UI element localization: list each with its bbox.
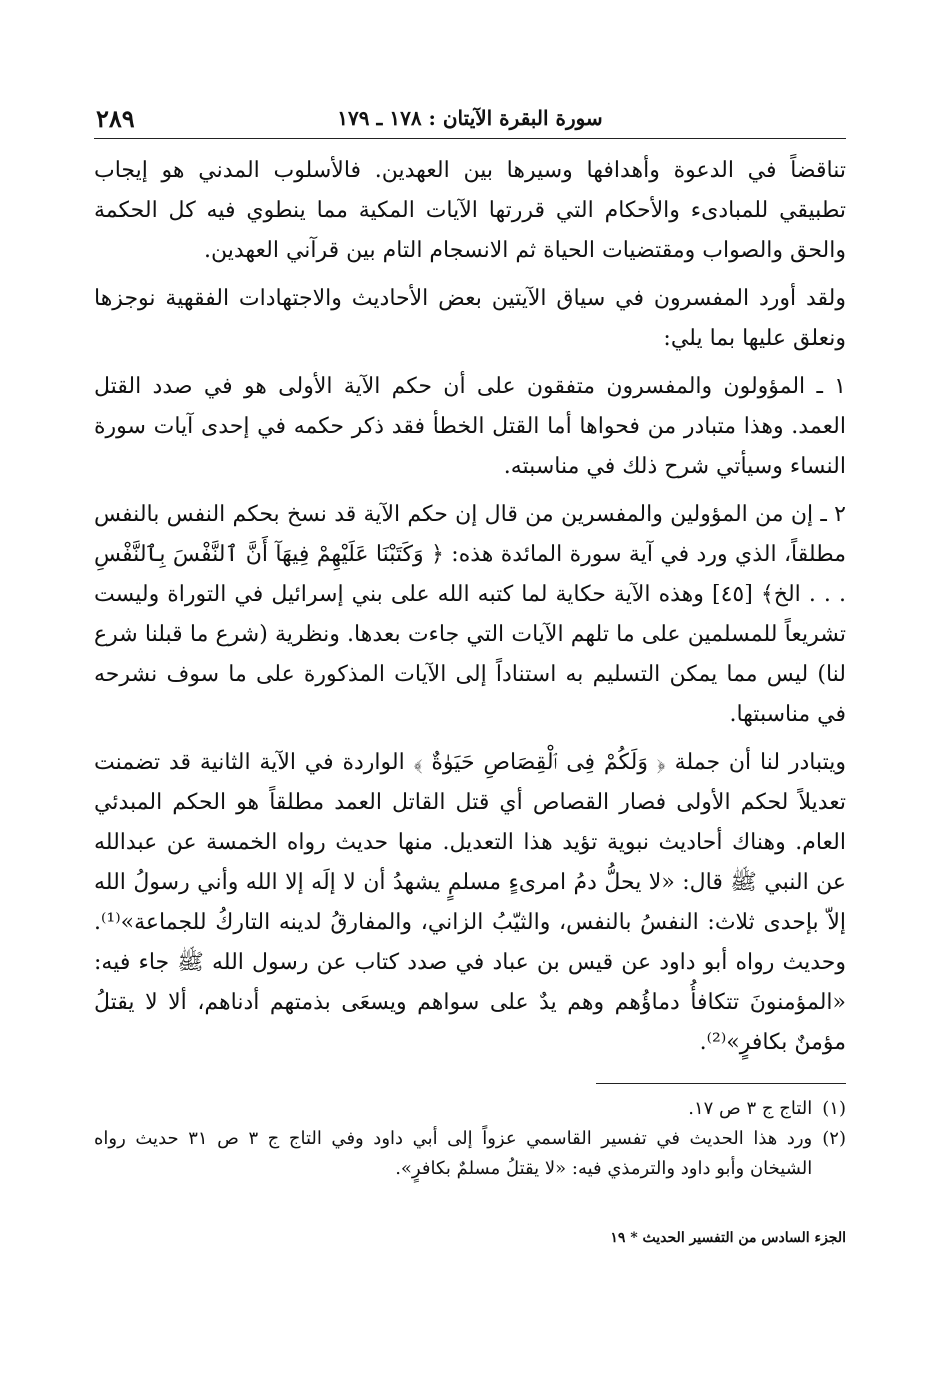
- signature-line: الجزء السادس من التفسير الحديث * ١٩: [610, 1230, 846, 1246]
- main-text: [94, 151, 846, 1063]
- paragraph: تناقضاً في الدعوة وأهدافها وسيرها بين العهدين. فالأسلوب المدني هو إيجاب تطبيقي للمبادىء والأحكام التي قررتها الآيات المكية مما ينطوي فيه كل الحكمة والحق والصواب ومقتضيات الحياة ثم الانسجام التام بين قرآني العهدين.: [94, 158, 846, 263]
- footnote-separator: [596, 1083, 846, 1084]
- book-page: [94, 96, 846, 1366]
- page-number: ٢٨٩: [96, 104, 135, 133]
- paragraph: ١ ـ المؤولون والمفسرون متفقون على أن حكم الآية الأولى هو في صدد القتل العمد. وهذا متبادر من فحواها أما القتل الخطأ فقد ذكر حكمه في إحدى آيات سورة النساء وسيأتي شرح ذلك في مناسبته.: [94, 374, 846, 479]
- footnote-marker: (١): [822, 1098, 846, 1119]
- footnote: [94, 1124, 846, 1184]
- running-title: سورة البقرة الآيتان : ١٧٨ ـ ١٧٩: [337, 106, 603, 130]
- paragraph: ويتبادر لنا أن جملة ﴿ وَلَكُمْ فِى ٱلْقِصَاصِ حَيَوٰةٌ ﴾ الواردة في الآية الثانية قد تضمنت تعديلاً لحكم الأولى فصار القصاص أي قتل القاتل العمد مطلقاً هو الحكم المبدئي العام. وهناك أحاديث نبوية تؤيد هذا التعديل. منها حديث رواه الخمسة عن عبدالله عن النبي ﷺ قال: «لا يحلُّ دمُ امرىءٍ مسلمٍ يشهدُ أن لا إلَه إلا الله وأني رسولُ الله إلاّ بإحدى ثلاث: النفسُ بالنفس، والثيّبُ الزاني، والمفارقُ لدينه التاركُ للجماعة»⁽¹⁾. وحديث رواه أبو داود عن قيس بن عباد في صدد كتاب عن رسول الله ﷺ جاء فيه: «المؤمنونَ تتكافأُ دماؤُهم وهم يدٌ على سواهم ويسعَى بذمتهم أدناهم، ألا لا يقتلُ مؤمنٌ بكافرٍ»⁽²⁾.: [94, 750, 846, 1055]
- running-header: [94, 96, 846, 139]
- paragraph: ٢ ـ إن من المؤولين والمفسرين من قال إن حكم الآية قد نسخ بحكم النفس بالنفس مطلقاً، الذي ورد في آية سورة المائدة هذه: ﴿ وَكَتَبْنَا عَلَيْهِمْ فِيهَآ أَنَّ ٱلنَّفْسَ بِٱلنَّفْسِ . . . الخ﴾ [٤٥] وهذه الآية حكاية لما كتبه الله على بني إسرائيل في التوراة وليست تشريعاً للمسلمين على ما تلهم الآيات التي جاءت بعدها. ونظرية (شرع ما قبلنا شرع لنا) ليس مما يمكن التسليم به استناداً إلى الآيات المذكورة على ما سوف نشرحه في مناسبتها.: [94, 502, 846, 727]
- footnote-text: التاج ج ٣ ص ١٧.: [688, 1098, 813, 1119]
- footnote: [94, 1094, 846, 1124]
- paragraph: ولقد أورد المفسرون في سياق الآيتين بعض الأحاديث والاجتهادات الفقهية نوجزها ونعلق عليها بما يلي:: [94, 286, 846, 351]
- footnote-text: ورد هذا الحديث في تفسير القاسمي عزواً إلى أبي داود وفي التاج ج ٣ ص ٣١ حديث رواه الشيخان وأبو داود والترمذي فيه: «لا يقتلُ مسلمٌ بكافرٍ».: [94, 1128, 813, 1179]
- footnotes: [94, 1094, 846, 1184]
- footnote-marker: (٢): [822, 1128, 846, 1149]
